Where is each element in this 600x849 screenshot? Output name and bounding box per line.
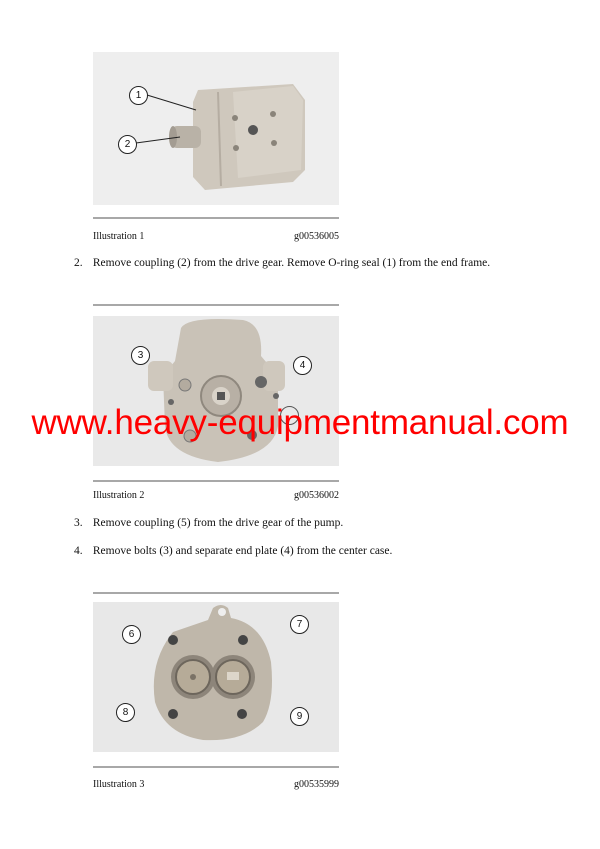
figure-2-rule (93, 480, 339, 482)
figure-1-rule (93, 217, 339, 219)
callout-1: 1 (129, 86, 148, 105)
figure-3-rule (93, 766, 339, 768)
callout-4: 4 (293, 356, 312, 375)
pump-end-plate-image (93, 316, 339, 466)
graphic-id: g00535999 (294, 779, 339, 790)
callout-9: 9 (290, 707, 309, 726)
graphic-id: g00536002 (294, 490, 339, 501)
callout-7: 7 (290, 615, 309, 634)
step-2 (74, 257, 490, 269)
callout-8: 8 (116, 703, 135, 722)
step-number: 3. (74, 517, 83, 529)
callout-6: 6 (122, 625, 141, 644)
step-text: Remove bolts (3) and separate end plate (4) from the center case. (92, 545, 393, 557)
callout-3: 3 (131, 346, 150, 365)
figure-2-caption (93, 490, 339, 501)
figure-3-caption (93, 779, 339, 790)
callout-2: 2 (118, 135, 137, 154)
step-number: 4. (74, 545, 83, 557)
step-4 (74, 545, 392, 557)
step-text: Remove coupling (2) from the drive gear. Remove O-ring seal (1) from the end frame. (92, 257, 491, 269)
illustration-2-photo (93, 316, 339, 466)
step-number: 2. (74, 257, 83, 269)
caption-label: Illustration 1 (93, 231, 145, 242)
figure-1-caption (93, 231, 339, 242)
step-3 (74, 517, 343, 529)
figure-2-top-rule (93, 304, 339, 306)
caption-label: Illustration 2 (93, 490, 145, 501)
watermark: www.heavy-equipmentmanual.com (31, 403, 569, 442)
graphic-id: g00536005 (294, 231, 339, 242)
caption-label: Illustration 3 (93, 779, 145, 790)
step-text: Remove coupling (5) from the drive gear of the pump. (92, 517, 344, 529)
figure-3-top-rule (93, 592, 339, 594)
